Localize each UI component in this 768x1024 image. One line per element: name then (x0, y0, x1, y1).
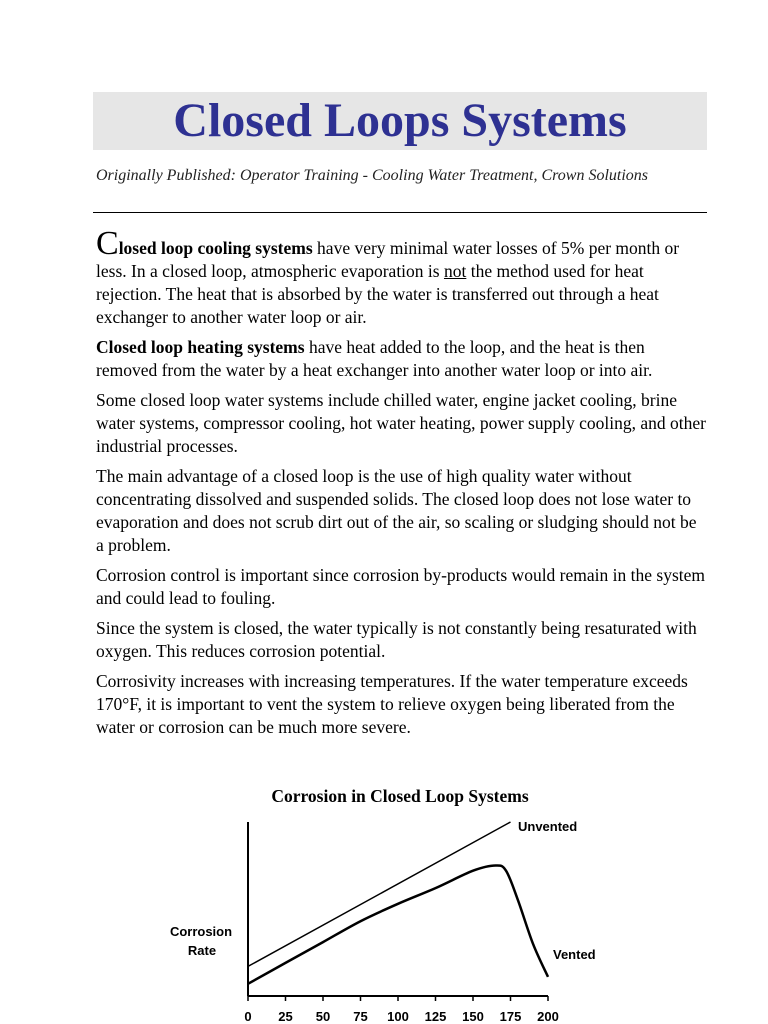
heating-term: Closed loop heating systems (96, 337, 305, 357)
chart-title: Corrosion in Closed Loop Systems (271, 786, 529, 806)
cooling-term: losed loop cooling systems (118, 238, 313, 258)
x-tick-label: 75 (353, 1009, 368, 1024)
page-title: Closed Loops Systems (173, 94, 627, 147)
paragraph-venting: Corrosivity increases with increasing temperatures. If the water temperature exceeds 170°F, it is important to vent the system to relieve oxygen being liberated from the water or corrosion can be much more severe. (96, 671, 688, 737)
x-tick-label: 200 (537, 1009, 559, 1024)
unvented-line (248, 822, 511, 966)
source-citation: Originally Published: Operator Training - Cooling Water Treatment, Crown Solutions (96, 167, 649, 184)
paragraph-corrosion-control: Corrosion control is important since corrosion by-products would remain in the system and could lead to fouling. (96, 565, 705, 608)
x-tick-label: 50 (315, 1009, 331, 1024)
paragraph-advantage: The main advantage of a closed loop is the use of high quality water without concentrating dissolved and suspended solids. The closed loop does not lose water to evaporation and does not scrub dirt out of the air, so scaling or sludging should not be a problem. (96, 466, 697, 555)
x-tick-label: 0 (244, 1009, 252, 1024)
x-tick-label: 150 (462, 1009, 484, 1024)
paragraph-oxygen: Since the system is closed, the water typically is not constantly being resaturated with oxygen. This reduces corrosion potential. (96, 618, 697, 661)
x-tick-label: 25 (278, 1009, 293, 1024)
x-tick-label: 175 (499, 1009, 522, 1024)
series-label: Unvented (518, 819, 578, 834)
series-label: Vented (553, 947, 596, 962)
paragraph-examples: Some closed loop water systems include chilled water, engine jacket cooling, brine water systems, compressor cooling, hot water heating, power supply cooling, and other industrial processes. (96, 390, 706, 456)
heating-text: have heat added to the loop, and the heat is then removed from the water by a heat exchanger into another water loop or into air. (96, 337, 653, 380)
y-axis-label-line2: Rate (187, 943, 217, 958)
drop-cap: C (96, 225, 119, 262)
cooling-text-b: the method used for heat rejection. The heat that is absorbed by the water is transferred out through a heat exchanger to another water loop or air. (96, 261, 659, 327)
cooling-text-a: have very minimal water losses of 5% per month or less. In a closed loop, atmospheric evaporation is (96, 238, 680, 281)
x-tick-label: 125 (424, 1009, 447, 1024)
x-tick-label: 100 (387, 1009, 409, 1024)
emphasis-not: not (443, 261, 467, 281)
y-axis-label: Corrosion (169, 924, 233, 939)
